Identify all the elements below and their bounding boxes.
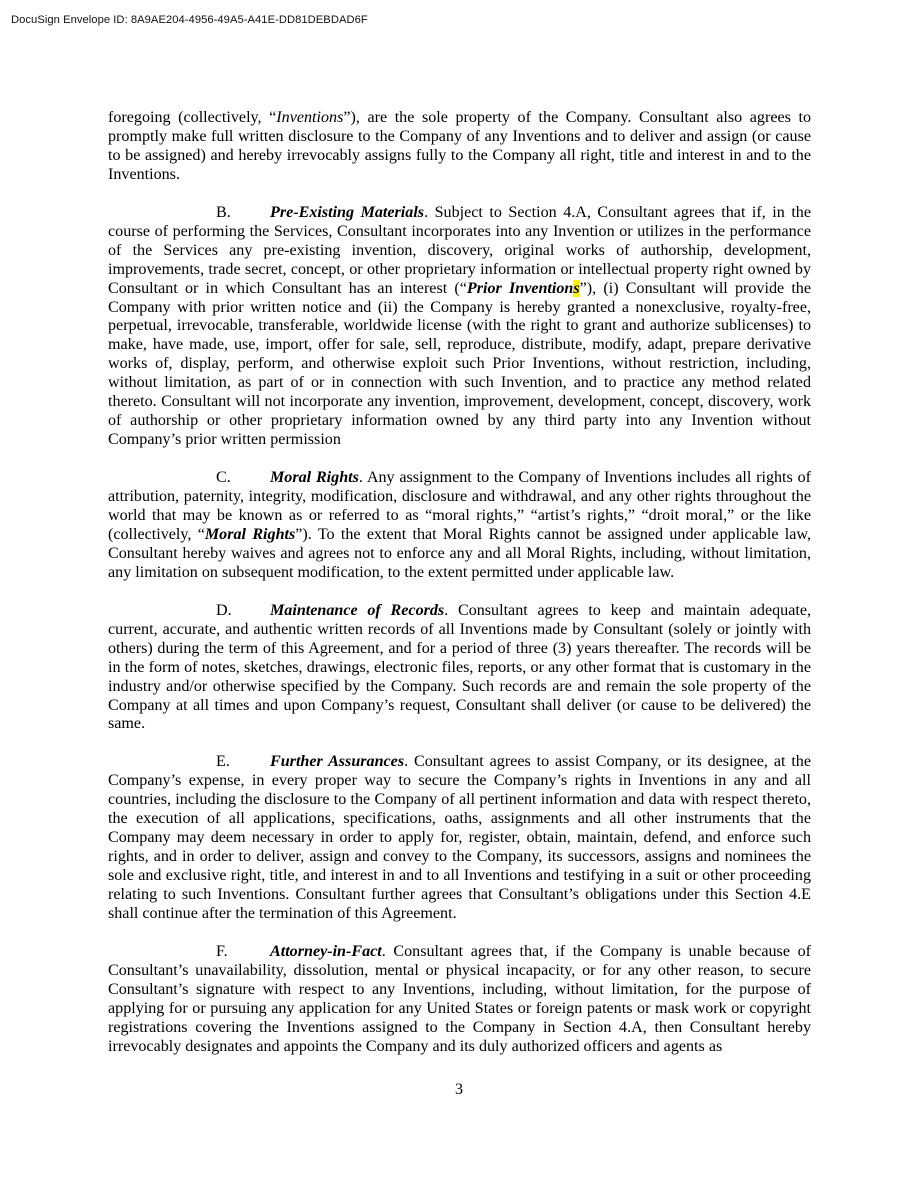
defined-term-moral-rights: Moral Rights: [204, 525, 296, 543]
section-e-title: Further Assurances: [270, 753, 405, 771]
section-c-title: Moral Rights: [270, 469, 359, 487]
section-d: [108, 602, 811, 735]
section-e-letter: E.: [216, 753, 230, 771]
section-b-text-2: ”), (i) Consultant will provide the Company with prior written notice and (ii) the Company is hereby granted a nonexclusive, royalty-free, perpetual, irrevocable, transferable, worldwide license (with the right to grant and authorize sublicenses) to make, have made, use, import, offer for sale, sell, reproduce, distribute, modify, adapt, prepare derivative works of, display, perform, and otherwise exploit such Prior Inventions, without restriction, including, without limitation, as part of or in connection with such Invention, and to practice any method related thereto. Consultant will not incorporate any invention, improvement, development, concept, discovery, work of authorship or other proprietary information owned by any third party into any Invention without Company’s prior written permission: [108, 279, 812, 449]
section-d-letter: D.: [216, 601, 232, 619]
section-f-letter: F.: [216, 942, 228, 960]
docusign-envelope-id: DocuSign Envelope ID: 8A9AE204-4956-49A5-A41E-DD81DEBDAD6F: [11, 14, 368, 26]
section-f-title: Attorney-in-Fact: [270, 942, 382, 960]
section-e: [108, 753, 811, 924]
defined-term-inventions: Inventions: [276, 109, 344, 126]
intro-paragraph: [108, 109, 811, 185]
defined-term-prior-inventions: [467, 280, 580, 297]
section-f-text-1: . Consultant agrees that, if the Company is unable because of Consultant’s unavailability, dissolution, mental or physical incapacity, or for any other reason, to secure Consultant’s signature with respect to any Inventions, including, without limitation, for the purpose of applying for or pursuing any application for any United States or foreign patents or mask work or copyright registrations covering the Inventions assigned to the Company in Section 4.A, then Consultant hereby irrevocably designates and appoints the Company and its duly authorized officers and agents as: [108, 942, 811, 1055]
section-d-title: Maintenance of Records: [270, 601, 445, 619]
section-b-title: Pre-Existing Materials: [270, 203, 425, 221]
section-b-letter: B.: [216, 203, 231, 221]
intro-text-2: ”), are the sole property of the Company. Consultant also agrees to promptly make full written disclosure to the Company of any Inventions and to deliver and assign (or cause to be assigned) and hereby irrevocably assigns fully to the Company all right, title and interest in and to the Inventions.: [108, 109, 811, 183]
section-d-text-1: . Consultant agrees to keep and maintain adequate, current, accurate, and authentic written records of all Inventions made by Consultant (solely or jointly with others) during the term of this Agreement, and for a period of three (3) years thereafter. The records will be in the form of notes, sketches, drawings, electronic files, reports, or any other format that is customary in the industry and/or otherwise specified by the Company. Such records are and remain the sole property of the Company at all times and upon Company’s request, Consultant shall deliver (or cause to be delivered) the same.: [108, 601, 811, 733]
section-f: [108, 943, 811, 1057]
section-c-letter: C.: [216, 469, 231, 487]
highlighted-character: s: [573, 279, 580, 297]
document-body: [108, 109, 811, 1076]
section-b: [108, 204, 811, 450]
section-c: [108, 469, 811, 583]
page-number: 3: [455, 1081, 463, 1098]
section-b-text-1: . Subject to Section 4.A, Consultant agrees that if, in the course of performing the Services, Consultant incorporates into any Invention or utilizes in the performance of the Services any pre-existing invention, discovery, original works of authorship, development, improvements, trade secret, concept, or other proprietary information or intellectual property right owned by Consultant or in which Consultant has an interest (“: [108, 203, 811, 297]
defined-term-prior-inventions-main: Prior Invention: [466, 279, 574, 297]
section-e-text-1: . Consultant agrees to assist Company, or its designee, at the Company’s expense, in every proper way to secure the Company’s rights in Inventions in any and all countries, including the disclosure to the Company of all pertinent information and data with respect thereto, the execution of all applications, specifications, oaths, assignments and all other instruments that the Company may deem necessary in order to apply for, register, obtain, maintain, defend, and enforce such rights, and in order to deliver, assign and convey to the Company, its successors, assigns and nominees the sole and exclusive right, title, and interest in and to all Inventions and testifying in a suit or other proceeding relating to such Inventions. Consultant further agrees that Consultant’s obligations under this Section 4.E shall continue after the termination of this Agreement.: [108, 753, 811, 922]
section-c-text-2: ”). To the extent that Moral Rights cannot be assigned under applicable law, Consultant hereby waives and agrees not to enforce any and all Moral Rights, including, without limitation, any limitation on subsequent modification, to the extent permitted under applicable law.: [108, 525, 811, 581]
section-c-text-1: . Any assignment to the Company of Inventions includes all rights of attribution, paternity, integrity, modification, disclosure and withdrawal, and any other rights throughout the world that may be known as or referred to as “moral rights,” “artist’s rights,” “droit moral,” or the like (collectively, “: [108, 469, 811, 543]
intro-text-1: foregoing (collectively, “: [108, 109, 277, 126]
